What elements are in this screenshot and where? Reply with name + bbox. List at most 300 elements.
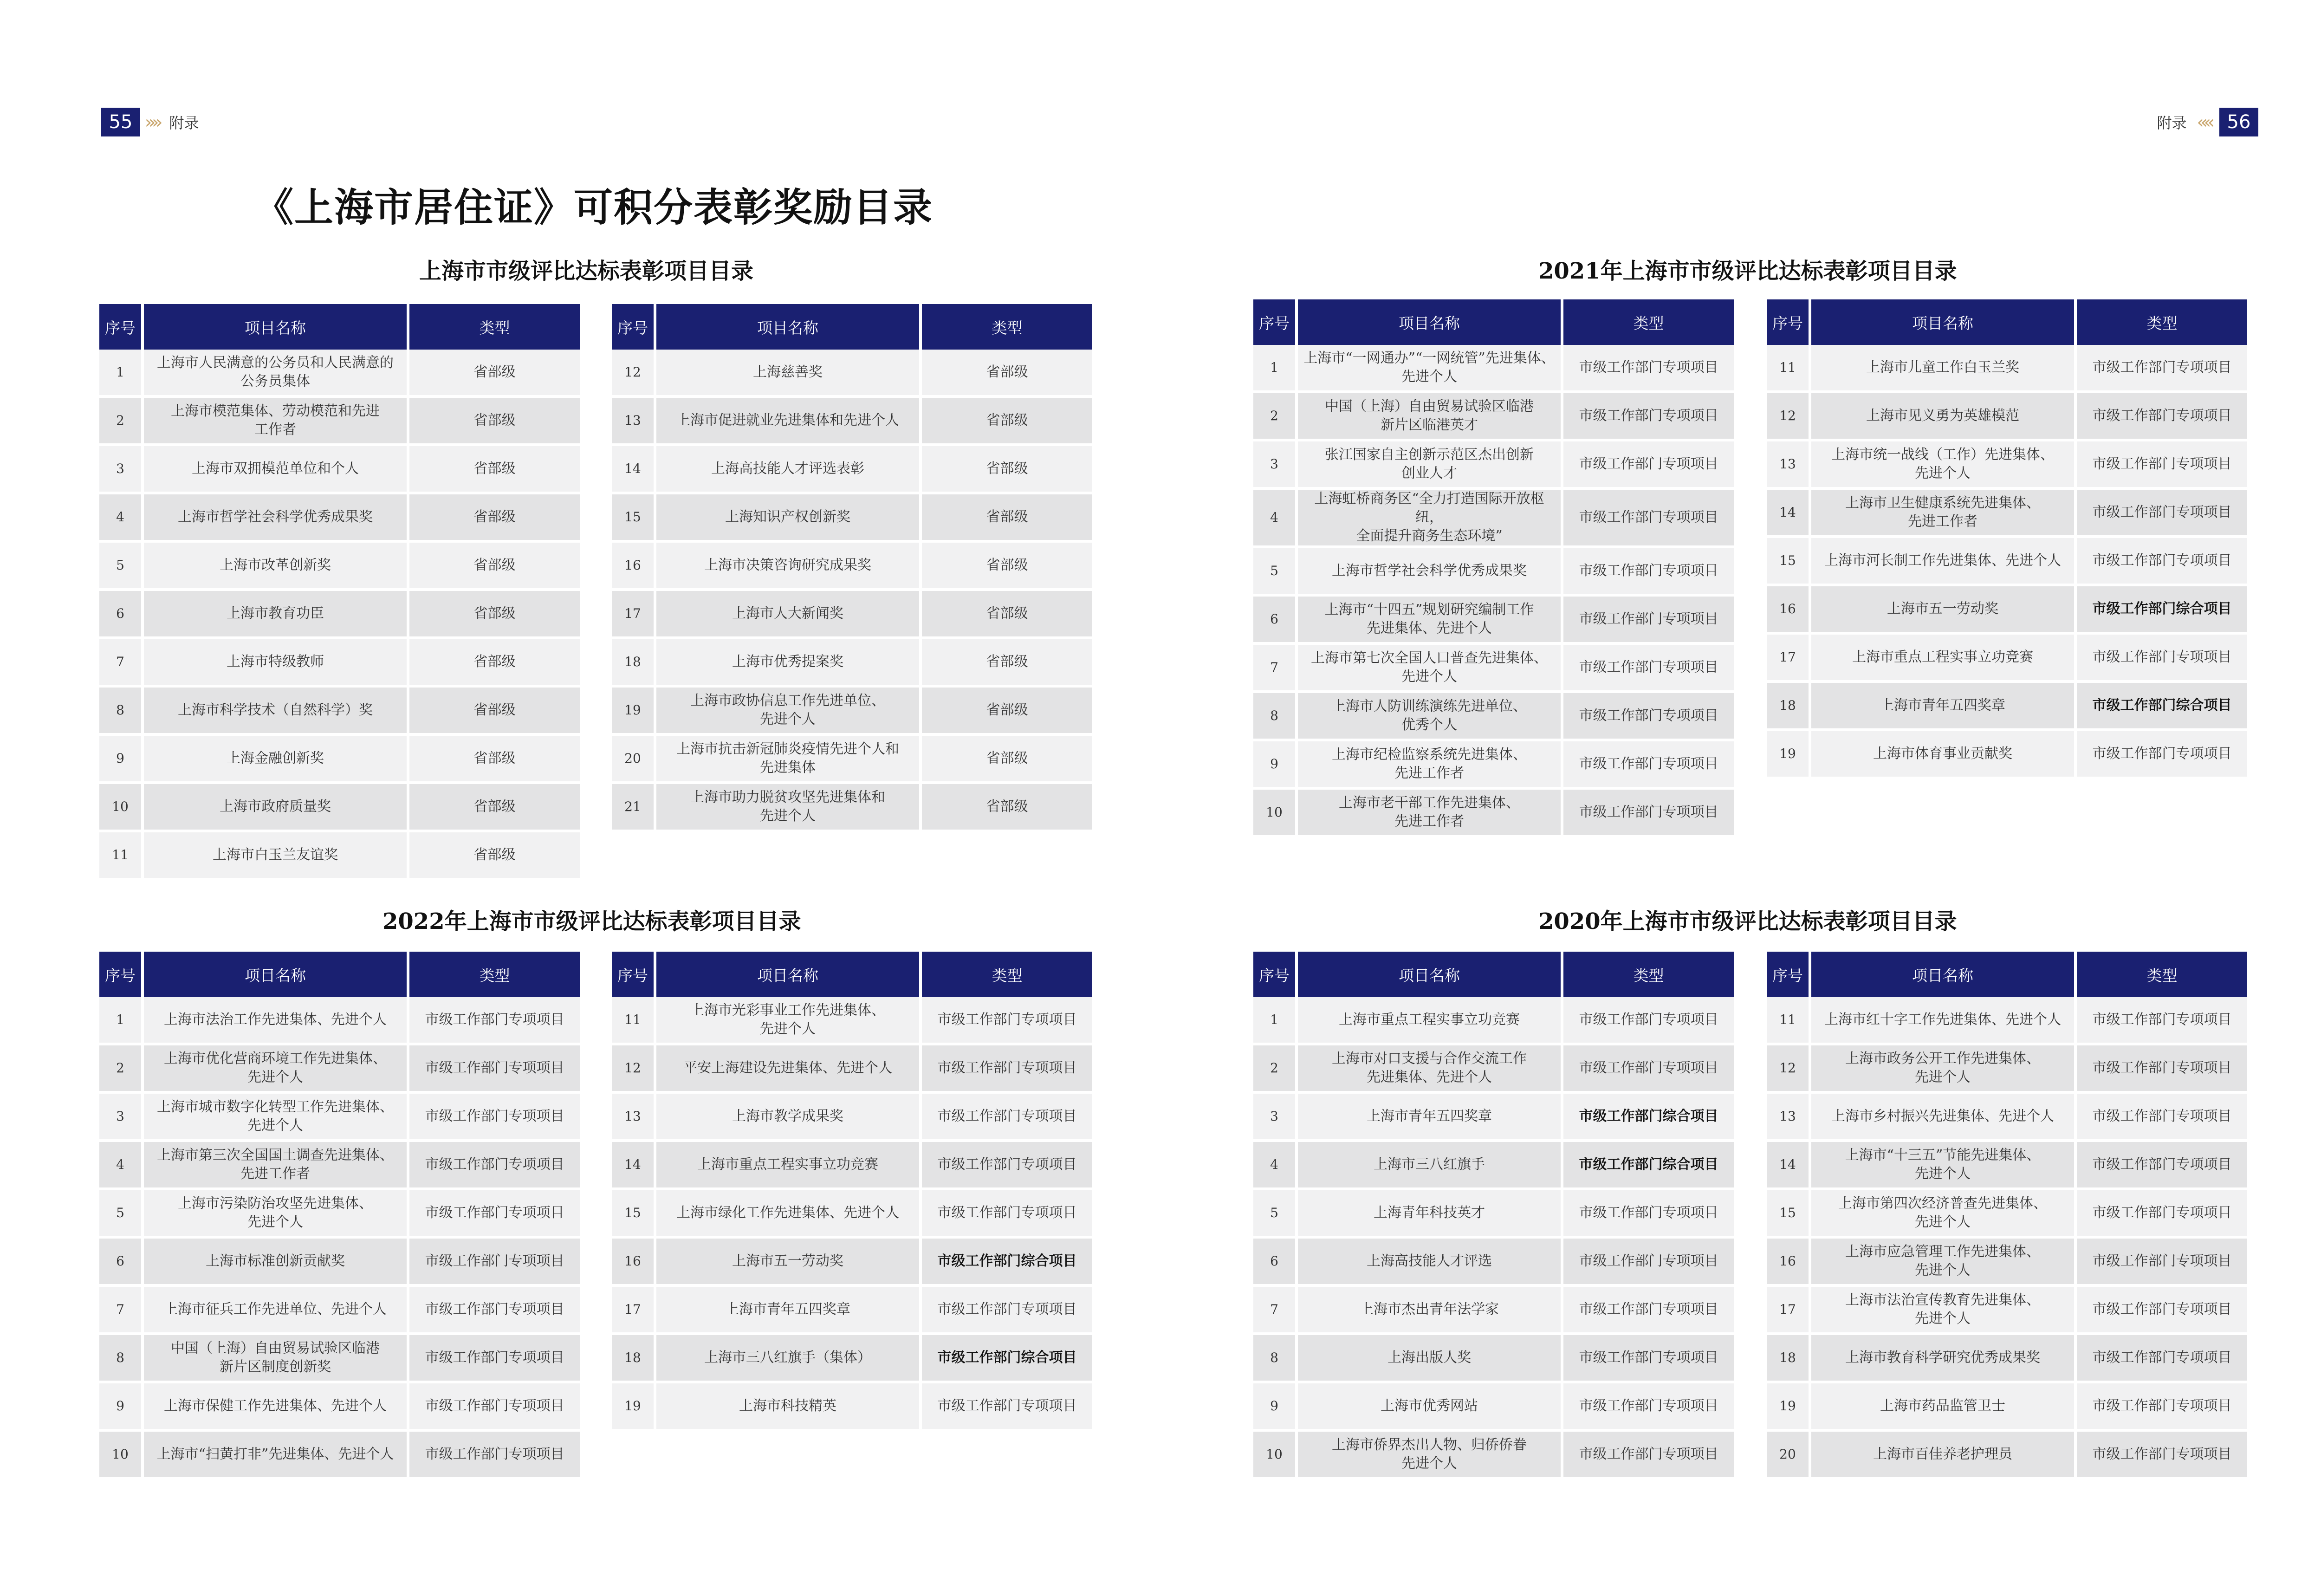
- item-name-cell: [656, 1190, 922, 1239]
- item-type: 市级工作部门专项项目: [409, 1335, 580, 1383]
- table-row: [99, 350, 580, 398]
- row-number: 6: [99, 591, 144, 639]
- table-row: [1767, 1239, 2247, 1287]
- table-row: [1253, 1239, 1734, 1287]
- item-name: 中国（上海）自由贸易试验区临港 新片区临港英才: [1325, 398, 1534, 433]
- column-header-no: 序号: [1253, 299, 1298, 345]
- item-name: 上海市征兵工作先进单位、先进个人: [164, 1301, 387, 1317]
- row-number: 18: [1767, 1335, 1811, 1383]
- item-name-cell: [1811, 538, 2077, 586]
- column-header-name: 项目名称: [656, 304, 922, 350]
- item-name-cell: [656, 398, 922, 446]
- item-name-cell: [144, 398, 409, 446]
- table-row: [612, 350, 1092, 398]
- table-row: [99, 1190, 580, 1239]
- row-number: 17: [612, 591, 656, 639]
- table-row: [612, 736, 1092, 784]
- item-name-cell: [144, 1094, 409, 1142]
- table-row: [99, 591, 580, 639]
- table-row: [1253, 597, 1734, 645]
- item-type: 市级工作部门综合项目: [1563, 1142, 1734, 1190]
- item-name: 上海高技能人才评选: [1367, 1253, 1492, 1269]
- item-name-cell: [1298, 441, 1563, 490]
- column-header-name: 项目名称: [1298, 299, 1563, 345]
- table-row: [1767, 997, 2247, 1045]
- item-name-cell: [656, 1142, 922, 1190]
- table-row: [612, 1142, 1092, 1190]
- item-type: 市级工作部门专项项目: [2077, 997, 2247, 1045]
- table-row: [1767, 586, 2247, 635]
- row-number: 6: [1253, 597, 1298, 645]
- item-type: 省部级: [409, 639, 580, 688]
- item-type: 市级工作部门专项项目: [2077, 635, 2247, 683]
- row-number: 12: [1767, 393, 1811, 441]
- table-header-row: [99, 952, 580, 997]
- item-name: 上海青年科技英才: [1374, 1205, 1485, 1221]
- table-row: [1253, 1094, 1734, 1142]
- row-number: 14: [612, 446, 656, 494]
- section-title-municipal: 上海市市级评比达标表彰项目目录: [419, 258, 754, 284]
- item-name-cell: [144, 736, 409, 784]
- table-municipal-part1: [99, 304, 580, 881]
- item-name-cell: [656, 591, 922, 639]
- item-name: 上海市杰出青年法学家: [1360, 1301, 1499, 1317]
- column-header-type: 类型: [409, 304, 580, 350]
- item-name: 上海虹桥商务区“全力打造国际开放枢纽， 全面提升商务生态环境”: [1314, 491, 1544, 544]
- table-row: [99, 1045, 580, 1094]
- table-row: [612, 1239, 1092, 1287]
- item-type: 省部级: [409, 736, 580, 784]
- table-row: [612, 639, 1092, 688]
- table-row: [1767, 1142, 2247, 1190]
- item-name-cell: [656, 997, 922, 1045]
- item-name-cell: [1811, 393, 2077, 441]
- item-name: 上海市政务公开工作先进集体、 先进个人: [1845, 1051, 2040, 1085]
- item-name-cell: [1298, 1383, 1563, 1432]
- item-type: 市级工作部门专项项目: [2077, 1239, 2247, 1287]
- row-number: 5: [1253, 1190, 1298, 1239]
- item-name-cell: [144, 1287, 409, 1335]
- row-number: 15: [1767, 538, 1811, 586]
- table-header-row: [612, 952, 1092, 997]
- item-name-cell: [144, 446, 409, 494]
- item-name: 上海市三八红旗手: [1374, 1156, 1485, 1173]
- item-type: 市级工作部门专项项目: [1563, 693, 1734, 741]
- item-type: 市级工作部门专项项目: [922, 1045, 1092, 1094]
- item-name-cell: [656, 1335, 922, 1383]
- item-name: 上海市“一网通办”“一网统管”先进集体、 先进个人: [1303, 350, 1555, 385]
- chevron-left-icon: ««: [2197, 112, 2211, 132]
- table-row: [99, 1287, 580, 1335]
- column-header-type: 类型: [1563, 299, 1734, 345]
- item-type: 市级工作部门专项项目: [2077, 441, 2247, 490]
- table-row: [99, 688, 580, 736]
- item-name: 上海市对口支援与合作交流工作 先进集体、先进个人: [1332, 1051, 1527, 1085]
- row-number: 13: [1767, 441, 1811, 490]
- row-number: 2: [99, 398, 144, 446]
- item-name: 上海市重点工程实事立功竞赛: [697, 1156, 878, 1173]
- row-number: 11: [1767, 345, 1811, 393]
- table-row: [99, 639, 580, 688]
- table-row: [612, 591, 1092, 639]
- row-number: 16: [612, 1239, 656, 1287]
- table-row: [1767, 683, 2247, 731]
- column-header-name: 项目名称: [1811, 299, 2077, 345]
- item-type: 市级工作部门专项项目: [1563, 1190, 1734, 1239]
- item-type: 市级工作部门专项项目: [1563, 1383, 1734, 1432]
- table-header-row: [1253, 952, 1734, 997]
- row-number: 13: [1767, 1094, 1811, 1142]
- row-number: 2: [1253, 1045, 1298, 1094]
- table-row: [1253, 548, 1734, 597]
- column-header-no: 序号: [1253, 952, 1298, 997]
- column-header-name: 项目名称: [144, 952, 409, 997]
- item-name: 上海市人大新闻奖: [732, 605, 843, 622]
- chevron-right-icon: »»: [145, 112, 159, 132]
- row-number: 19: [612, 1383, 656, 1432]
- item-name-cell: [1298, 490, 1563, 548]
- item-name: 上海市科技精英: [739, 1398, 836, 1414]
- column-header-no: 序号: [612, 952, 656, 997]
- item-name: 上海市改革创新奖: [220, 557, 331, 573]
- item-name-cell: [656, 736, 922, 784]
- item-type: 市级工作部门专项项目: [1563, 548, 1734, 597]
- item-type: 市级工作部门专项项目: [409, 1045, 580, 1094]
- table-row: [1253, 393, 1734, 441]
- table-row: [1253, 345, 1734, 393]
- item-name: 中国（上海）自由贸易试验区临港 新片区制度创新奖: [171, 1340, 380, 1375]
- item-name-cell: [1298, 1432, 1563, 1480]
- item-type: 市级工作部门专项项目: [409, 1432, 580, 1480]
- section-title-2022: 2022年上海市市级评比达标表彰项目目录: [383, 908, 801, 934]
- item-type: 省部级: [922, 639, 1092, 688]
- item-name-cell: [656, 688, 922, 736]
- table-row: [1767, 345, 2247, 393]
- row-number: 14: [1767, 1142, 1811, 1190]
- table-row: [612, 1190, 1092, 1239]
- item-name: 上海市污染防治攻坚先进集体、 先进个人: [178, 1195, 373, 1230]
- table-row: [1767, 538, 2247, 586]
- item-type: 省部级: [922, 591, 1092, 639]
- item-type: 市级工作部门综合项目: [922, 1335, 1092, 1383]
- item-type: 市级工作部门专项项目: [409, 1239, 580, 1287]
- item-name-cell: [1811, 345, 2077, 393]
- table-row: [612, 543, 1092, 591]
- item-name-cell: [1298, 1190, 1563, 1239]
- table-row: [612, 398, 1092, 446]
- item-name: 上海市药品监管卫士: [1880, 1398, 2005, 1414]
- item-name-cell: [656, 784, 922, 832]
- item-type: 市级工作部门专项项目: [1563, 741, 1734, 790]
- item-name: 上海市双拥模范单位和个人: [192, 461, 359, 477]
- item-name: 上海市三八红旗手（集体）: [704, 1349, 871, 1366]
- page-number-right: 56: [2219, 108, 2258, 136]
- item-type: 市级工作部门专项项目: [2077, 1142, 2247, 1190]
- item-name: 上海市纪检监察系统先进集体、 先进工作者: [1332, 746, 1527, 781]
- item-type: 市级工作部门专项项目: [922, 997, 1092, 1045]
- column-header-no: 序号: [612, 304, 656, 350]
- item-name: 上海市助力脱贫攻坚先进集体和 先进个人: [690, 789, 885, 824]
- item-name-cell: [144, 784, 409, 832]
- row-number: 10: [1253, 1432, 1298, 1480]
- item-name: 上海市“十四五”规划研究编制工作 先进集体、先进个人: [1324, 602, 1534, 636]
- table-row: [99, 494, 580, 543]
- item-type: 市级工作部门专项项目: [2077, 1383, 2247, 1432]
- table-row: [612, 1045, 1092, 1094]
- column-header-no: 序号: [99, 952, 144, 997]
- column-header-type: 类型: [2077, 299, 2247, 345]
- item-name: 上海知识产权创新奖: [725, 509, 850, 525]
- item-name-cell: [1811, 1239, 2077, 1287]
- table-row: [612, 494, 1092, 543]
- row-number: 7: [1253, 645, 1298, 693]
- table-row: [99, 1142, 580, 1190]
- item-name: 上海慈善奖: [753, 364, 823, 380]
- table-2021-part1: [1253, 299, 1734, 838]
- table-row: [1767, 1190, 2247, 1239]
- item-type: 市级工作部门专项项目: [922, 1094, 1092, 1142]
- row-number: 14: [612, 1142, 656, 1190]
- item-name: 上海市优秀网站: [1381, 1398, 1478, 1414]
- row-number: 20: [1767, 1432, 1811, 1480]
- section-label-left: 附录: [169, 114, 199, 132]
- item-name: 上海市体育事业贡献奖: [1873, 746, 2012, 762]
- item-type: 市级工作部门专项项目: [1563, 345, 1734, 393]
- item-type: 省部级: [409, 494, 580, 543]
- item-type: 市级工作部门专项项目: [1563, 1432, 1734, 1480]
- item-type: 省部级: [409, 784, 580, 832]
- table-header-row: [1767, 952, 2247, 997]
- item-type: 市级工作部门专项项目: [409, 1142, 580, 1190]
- item-name-cell: [1811, 683, 2077, 731]
- row-number: 16: [1767, 586, 1811, 635]
- table-row: [1253, 490, 1734, 548]
- table-row: [99, 1432, 580, 1480]
- table-row: [1767, 1094, 2247, 1142]
- item-name-cell: [144, 688, 409, 736]
- row-number: 18: [612, 1335, 656, 1383]
- row-number: 8: [1253, 693, 1298, 741]
- item-name: 上海市特级教师: [227, 654, 324, 670]
- item-name: 上海市保健工作先进集体、先进个人: [164, 1398, 387, 1414]
- item-name-cell: [1811, 441, 2077, 490]
- item-type: 市级工作部门专项项目: [2077, 345, 2247, 393]
- table-row: [99, 736, 580, 784]
- row-number: 7: [1253, 1287, 1298, 1335]
- table-2020-part2: [1767, 952, 2247, 1480]
- item-name: 上海金融创新奖: [227, 750, 324, 766]
- item-type: 省部级: [922, 398, 1092, 446]
- item-name: 上海高技能人才评选表彰: [711, 461, 864, 477]
- row-number: 15: [1767, 1190, 1811, 1239]
- item-name: 上海市抗击新冠肺炎疫情先进个人和 先进集体: [676, 741, 899, 776]
- item-name: 上海市教育功臣: [227, 605, 324, 622]
- item-name-cell: [1811, 1094, 2077, 1142]
- row-number: 3: [99, 1094, 144, 1142]
- table-row: [1253, 441, 1734, 490]
- item-type: 市级工作部门专项项目: [409, 1190, 580, 1239]
- item-type: 省部级: [922, 543, 1092, 591]
- column-header-type: 类型: [922, 952, 1092, 997]
- row-number: 2: [1253, 393, 1298, 441]
- item-name-cell: [1298, 1287, 1563, 1335]
- item-name-cell: [1811, 586, 2077, 635]
- item-name: 上海市白玉兰友谊奖: [213, 847, 338, 863]
- item-name-cell: [1298, 997, 1563, 1045]
- row-number: 16: [612, 543, 656, 591]
- item-name: 上海市模范集体、劳动模范和先进 工作者: [171, 403, 380, 438]
- item-type: 市级工作部门专项项目: [2077, 1432, 2247, 1480]
- row-number: 4: [99, 494, 144, 543]
- main-title: 《上海市居住证》可积分表彰奖励目录: [254, 184, 934, 230]
- row-number: 3: [1253, 1094, 1298, 1142]
- item-type: 市级工作部门专项项目: [2077, 731, 2247, 779]
- item-name-cell: [656, 1094, 922, 1142]
- row-number: 4: [1253, 1142, 1298, 1190]
- item-name-cell: [656, 1383, 922, 1432]
- table-row: [1767, 490, 2247, 538]
- column-header-name: 项目名称: [656, 952, 922, 997]
- column-header-no: 序号: [99, 304, 144, 350]
- item-name-cell: [1298, 1045, 1563, 1094]
- row-number: 1: [99, 997, 144, 1045]
- column-header-type: 类型: [409, 952, 580, 997]
- table-municipal-part2: [612, 304, 1092, 832]
- item-type: 省部级: [922, 784, 1092, 832]
- item-name: 上海市哲学社会科学优秀成果奖: [1332, 563, 1527, 579]
- item-type: 省部级: [409, 591, 580, 639]
- item-name: 上海市卫生健康系统先进集体、 先进工作者: [1845, 495, 2040, 530]
- table-row: [1767, 1287, 2247, 1335]
- row-number: 20: [612, 736, 656, 784]
- row-number: 11: [99, 832, 144, 881]
- item-name-cell: [1298, 1094, 1563, 1142]
- item-name-cell: [144, 1335, 409, 1383]
- row-number: 13: [612, 1094, 656, 1142]
- row-number: 11: [1767, 997, 1811, 1045]
- table-row: [612, 1335, 1092, 1383]
- table-header-row: [1767, 299, 2247, 345]
- item-name-cell: [1298, 741, 1563, 790]
- page-number-left: 55: [101, 108, 140, 136]
- item-name-cell: [1811, 997, 2077, 1045]
- item-name: 上海市儿童工作白玉兰奖: [1866, 359, 2019, 376]
- item-name: 上海市政协信息工作先进单位、 先进个人: [690, 693, 885, 727]
- item-type: 市级工作部门专项项目: [409, 997, 580, 1045]
- page-header-right: [2157, 108, 2258, 136]
- item-name: 上海市红十字工作先进集体、先进个人: [1824, 1012, 2061, 1028]
- table-2021-part2: [1767, 299, 2247, 779]
- item-type: 市级工作部门专项项目: [1563, 597, 1734, 645]
- table-row: [99, 784, 580, 832]
- table-row: [612, 446, 1092, 494]
- table-2022-part1: [99, 952, 580, 1480]
- table-row: [99, 543, 580, 591]
- item-name: 上海市见义勇为英雄模范: [1866, 408, 2019, 424]
- item-type: 市级工作部门专项项目: [1563, 645, 1734, 693]
- table-row: [612, 784, 1092, 832]
- item-type: 市级工作部门专项项目: [1563, 997, 1734, 1045]
- section-title-2020: 2020年上海市市级评比达标表彰项目目录: [1538, 908, 1957, 934]
- item-type: 市级工作部门专项项目: [1563, 441, 1734, 490]
- table-row: [612, 1094, 1092, 1142]
- column-header-type: 类型: [922, 304, 1092, 350]
- item-name-cell: [656, 639, 922, 688]
- row-number: 18: [1767, 683, 1811, 731]
- row-number: 3: [1253, 441, 1298, 490]
- row-number: 12: [1767, 1045, 1811, 1094]
- item-name: 上海市绿化工作先进集体、先进个人: [676, 1205, 899, 1221]
- section-title-2021: 2021年上海市市级评比达标表彰项目目录: [1538, 258, 1957, 284]
- column-header-no: 序号: [1767, 299, 1811, 345]
- item-type: 省部级: [409, 543, 580, 591]
- table-row: [1253, 1142, 1734, 1190]
- row-number: 12: [612, 350, 656, 398]
- table-row: [1253, 1432, 1734, 1480]
- row-number: 16: [1767, 1239, 1811, 1287]
- item-name-cell: [144, 1383, 409, 1432]
- item-name-cell: [1811, 1287, 2077, 1335]
- table-row: [1253, 1190, 1734, 1239]
- table-header-row: [612, 304, 1092, 350]
- item-name: 上海市政府质量奖: [220, 798, 331, 815]
- table-row: [1253, 790, 1734, 838]
- item-name-cell: [656, 1239, 922, 1287]
- row-number: 17: [612, 1287, 656, 1335]
- column-header-no: 序号: [1767, 952, 1811, 997]
- row-number: 17: [1767, 1287, 1811, 1335]
- row-number: 9: [99, 1383, 144, 1432]
- item-name: 上海市青年五四奖章: [1367, 1108, 1492, 1124]
- row-number: 17: [1767, 635, 1811, 683]
- item-name: 上海市重点工程实事立功竞赛: [1339, 1012, 1520, 1028]
- item-type: 市级工作部门专项项目: [1563, 1335, 1734, 1383]
- item-name-cell: [656, 350, 922, 398]
- table-row: [1767, 1335, 2247, 1383]
- item-type: 省部级: [409, 688, 580, 736]
- item-type: 市级工作部门综合项目: [2077, 586, 2247, 635]
- item-name: 上海市人民满意的公务员和人民满意的 公务员集体: [157, 355, 394, 389]
- item-name-cell: [144, 543, 409, 591]
- item-name-cell: [1298, 393, 1563, 441]
- item-type: 省部级: [922, 494, 1092, 543]
- table-row: [1767, 1432, 2247, 1480]
- item-type: 市级工作部门专项项目: [1563, 790, 1734, 838]
- row-number: 19: [1767, 731, 1811, 779]
- item-type: 市级工作部门专项项目: [2077, 1045, 2247, 1094]
- item-name-cell: [1811, 1142, 2077, 1190]
- row-number: 10: [1253, 790, 1298, 838]
- row-number: 19: [1767, 1383, 1811, 1432]
- table-row: [1253, 1045, 1734, 1094]
- table-row: [99, 1383, 580, 1432]
- item-type: 省部级: [922, 736, 1092, 784]
- table-row: [612, 997, 1092, 1045]
- item-name: 上海市法治工作先进集体、先进个人: [164, 1012, 387, 1028]
- item-name-cell: [1298, 1142, 1563, 1190]
- table-row: [99, 398, 580, 446]
- item-name-cell: [144, 494, 409, 543]
- item-type: 省部级: [922, 446, 1092, 494]
- row-number: 7: [99, 639, 144, 688]
- item-name-cell: [1811, 635, 2077, 683]
- item-name-cell: [144, 639, 409, 688]
- item-type: 市级工作部门专项项目: [922, 1190, 1092, 1239]
- item-type: 省部级: [409, 832, 580, 881]
- item-type: 省部级: [409, 446, 580, 494]
- table-row: [1253, 1335, 1734, 1383]
- row-number: 5: [1253, 548, 1298, 597]
